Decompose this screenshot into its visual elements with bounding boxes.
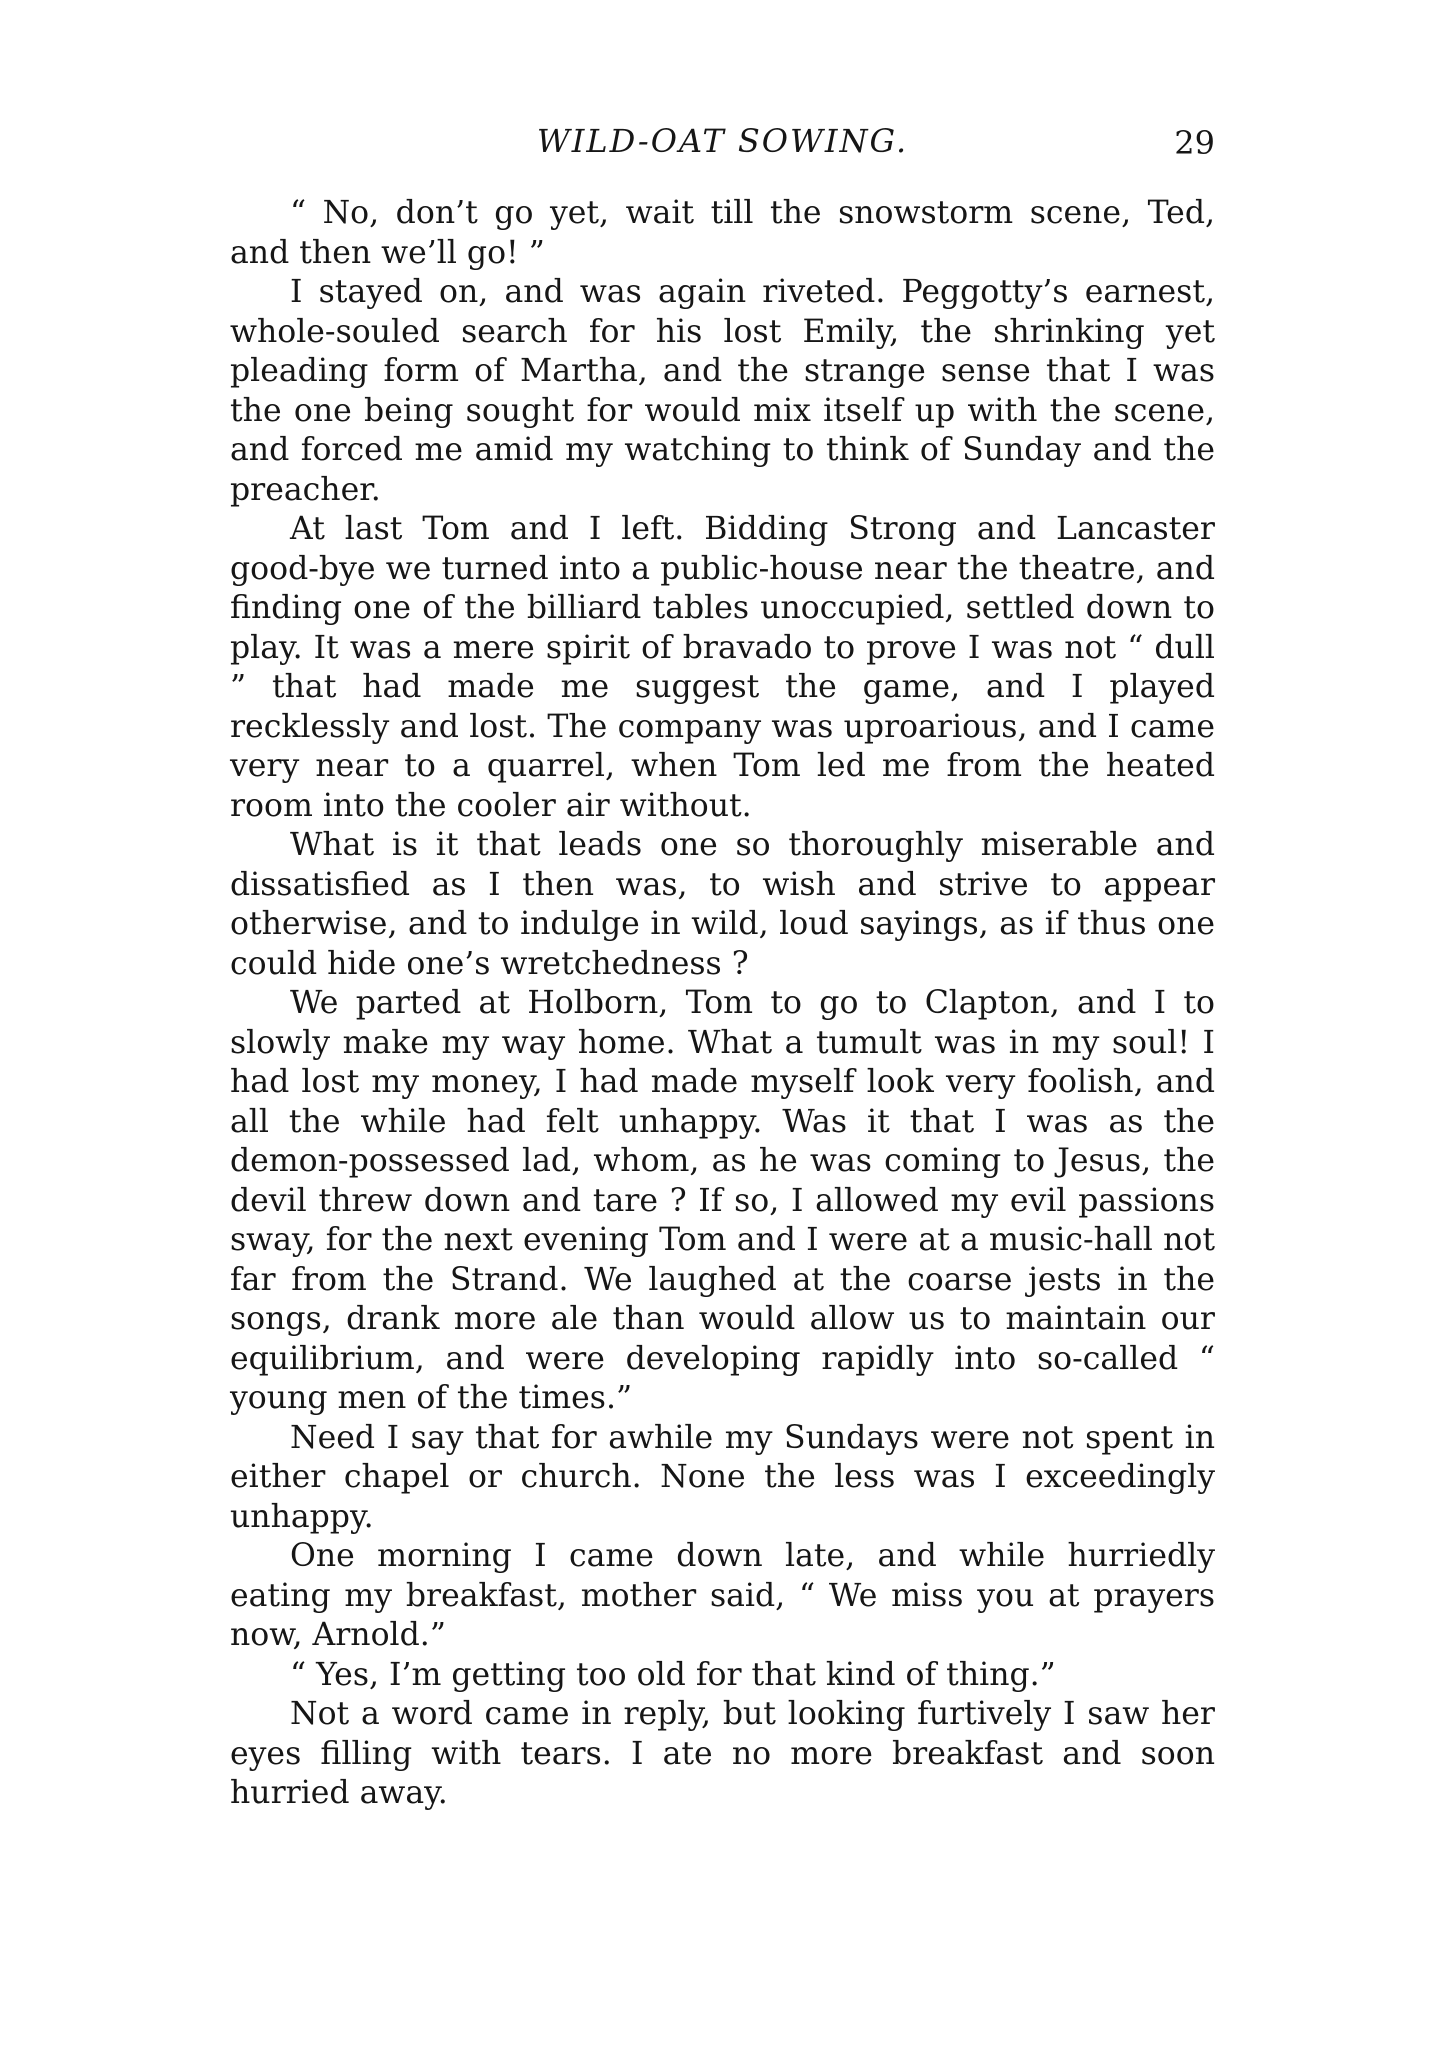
running-title: WILD-OAT SOWING. — [536, 122, 909, 160]
paragraph: At last Tom and I left. Bidding Strong and Lancaster good-bye we turned into a public-house near the theatre, and finding one of the billiard tables unoccupied, settled down to play. It was a mere spirit of bravado to prove I was not “ dull ” that had made me suggest the game, and I played recklessly and lost. The company was uproarious, and I came very near to a quarrel, when Tom led me from the heated room into the cooler air without. — [230, 511, 1215, 824]
paragraph: Need I say that for awhile my Sundays were not spent in either chapel or church. None the less was I exceedingly unhappy. — [230, 1419, 1215, 1535]
paragraph: “ No, don’t go yet, wait till the snowstorm scene, Ted, and then we’ll go! ” — [230, 195, 1215, 271]
running-head — [230, 114, 1215, 174]
paragraph: One morning I came down late, and while hurriedly eating my breakfast, mother said, “ We miss you at prayers now, Arnold.” — [230, 1538, 1215, 1653]
paragraph: What is it that leads one so thoroughly miserable and dissatisfied as I then was, to wish and strive to appear otherwise, and to indulge in wild, loud sayings, as if thus one could hide one’s wretchedness ? — [230, 827, 1215, 982]
page-number: 29 — [1174, 124, 1215, 162]
paragraph: Not a word came in reply, but looking furtively I saw her eyes filling with tears. I ate no more breakfast and soon hurried away. — [230, 1696, 1215, 1811]
paragraph: We parted at Holborn, Tom to go to Clapton, and I to slowly make my way home. What a tumult was in my soul! I had lost my money, I had made myself look very foolish, and all the while had felt unhappy. Was it that I was as the demon-possessed lad, whom, as he was coming to Jesus, the devil threw down and tare ? If so, I allowed my evil passions sway, for the next evening Tom and I were at a music-hall not far from the Strand. We laughed at the coarse jests in the songs, drank more ale than would allow us to maintain our equilibrium, and were developing rapidly into so-called “ young men of the times.” — [230, 985, 1215, 1416]
paragraph: “ Yes, I’m getting too old for that kind of thing.” — [290, 1656, 1056, 1693]
body-text — [230, 194, 1215, 1814]
paragraph: I stayed on, and was again riveted. Peggotty’s earnest, whole-souled search for his lost Emily, the shrinking yet pleading form of Martha, and the strange sense that I was the one being sought for would mix itself up with the scene, and forced me amid my watching to think of Sunday and the preacher. — [230, 274, 1215, 508]
